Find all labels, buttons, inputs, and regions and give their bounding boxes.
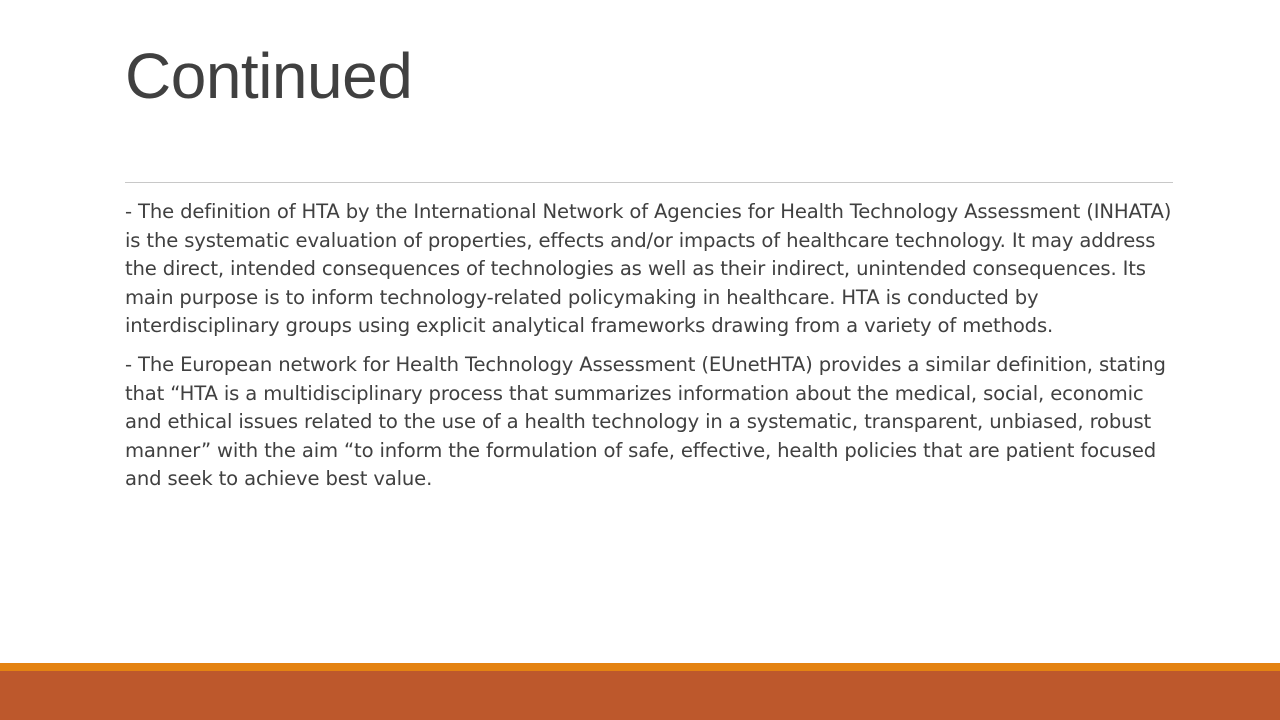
body-paragraph-inhata: - The definition of HTA by the International Network of Agencies for Health Technology Assessment (INHATA) is the systematic evaluation of properties, effects and/or impacts of healthcare technology. It may address the direct, intended consequences of technologies as well as their indirect, unintended consequences. Its main purpose is to inform technology-related policymaking in healthcare. HTA is conducted by interdisciplinary groups using explicit analytical frameworks drawing from a variety of methods. — [125, 200, 1172, 338]
title-divider — [125, 182, 1173, 183]
body-paragraph-eunethta: - The European network for Health Technology Assessment (EUnetHTA) provides a similar definition, stating that “HTA is a multidisciplinary process that summarizes information about the medical, social, economic and ethical issues related to the use of a health technology in a systematic, transparent, unbiased, robust manner” with the aim “to inform the formulation of safe, effective, health policies that are patient focused and seek to achieve best value. — [125, 352, 1166, 491]
slide-body — [125, 198, 1175, 504]
footer-accent-bar-orange — [0, 663, 1280, 671]
slide-title: Continued — [125, 40, 413, 112]
footer-accent-bar-rust — [0, 671, 1280, 720]
